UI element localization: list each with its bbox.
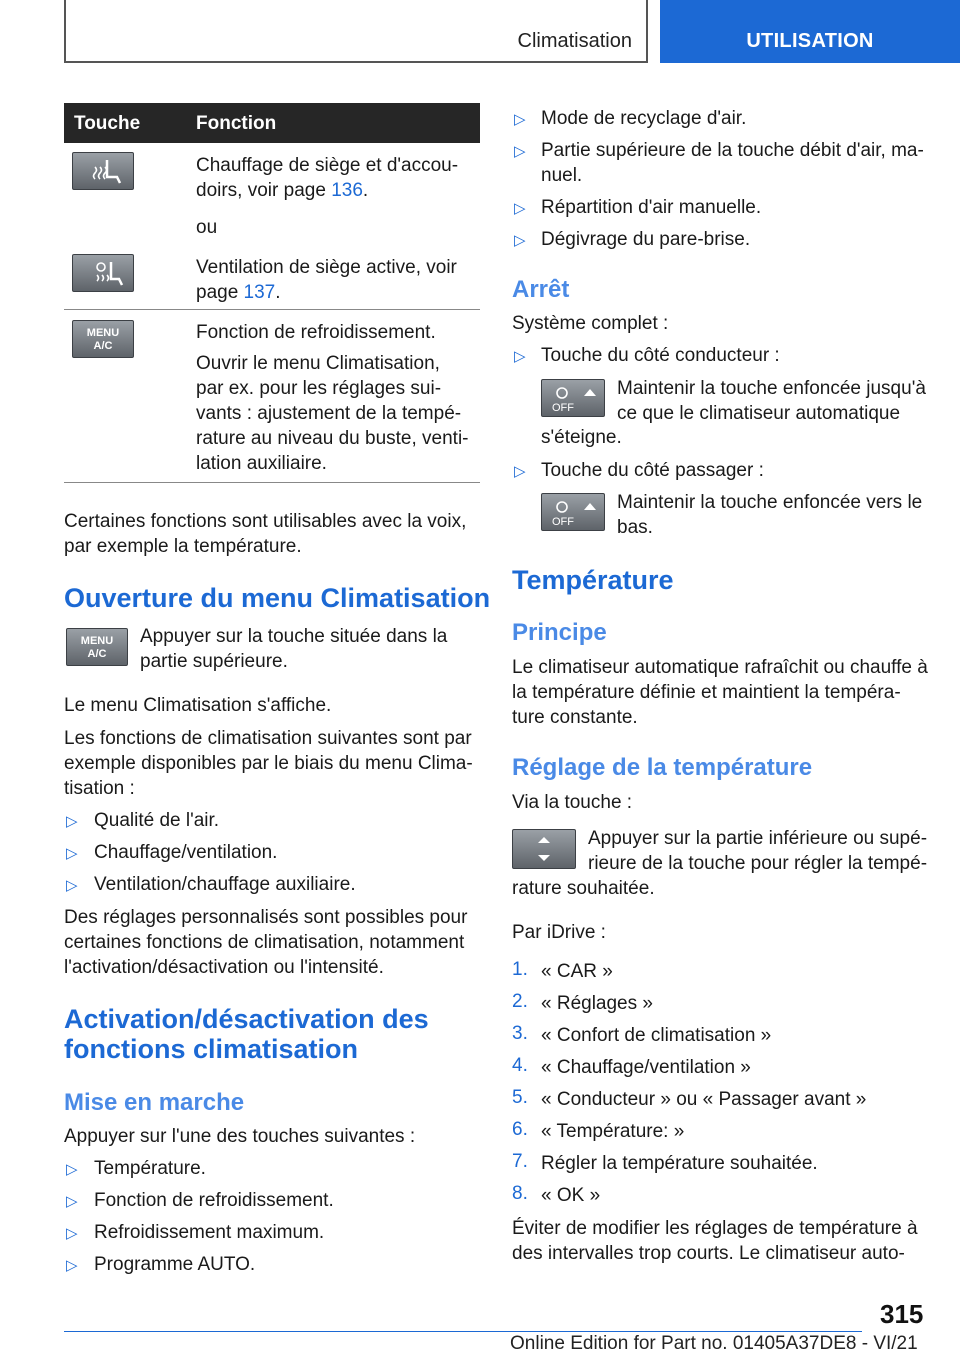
- heading-stop: Arrêt: [512, 276, 570, 303]
- row3-line-5: rature au niveau du buste, venti-: [196, 428, 469, 449]
- section-title: Climatisation: [517, 30, 632, 52]
- fan-off-key-icon: OFF: [541, 493, 605, 531]
- intro-line-2: par exemple la température.: [64, 536, 302, 557]
- row1-or: ou: [196, 217, 218, 238]
- bullet-icon: ▷: [514, 348, 526, 365]
- custom-line-2: certaines fonctions de climatisation, notamment: [64, 932, 465, 953]
- press-key-line-2: partie supérieure.: [140, 651, 288, 672]
- avoid-2: des intervalles trop courts. Le climatiseur auto-: [512, 1243, 905, 1264]
- chapter-tab-label: UTILISATION: [746, 30, 874, 52]
- step-number: 1.: [512, 959, 528, 980]
- step-number: 7.: [512, 1151, 528, 1172]
- top-item: Répartition d'air manuelle.: [541, 197, 762, 218]
- col-header-key: Touche: [74, 113, 141, 134]
- menu-ac-key-icon: MENU A/C: [66, 628, 128, 666]
- via-key: Via la touche :: [512, 792, 633, 813]
- start-item: Programme AUTO.: [94, 1254, 256, 1275]
- step-text: « Conducteur » ou « Passager avant »: [541, 1089, 867, 1110]
- heading-setting: Réglage de la température: [512, 754, 813, 781]
- driver-text-2: ce que le climatiseur automatique: [617, 403, 901, 424]
- function-item: Chauffage/ventilation.: [94, 842, 278, 863]
- bullet-icon: ▷: [514, 200, 526, 217]
- row2-text-a: Ventilation de siège active, voir: [196, 257, 457, 278]
- bullet-icon: ▷: [514, 232, 526, 249]
- row3-line-2: Ouvrir le menu Climatisation,: [196, 353, 440, 374]
- functions-intro-3: tisation :: [64, 778, 135, 799]
- top-item: Partie supérieure de la touche débit d'air, ma-: [541, 140, 924, 161]
- footer-edition: Online Edition for Part no. 01405A37DE8 - VI/21: [510, 1333, 918, 1354]
- heading-open-menu: Ouverture du menu Climatisation: [64, 583, 491, 613]
- functions-intro-2: exemple disponibles par le biais du menu Clima-: [64, 753, 473, 774]
- avoid-1: Éviter de modifier les réglages de température à: [512, 1218, 918, 1239]
- step-number: 4.: [512, 1055, 528, 1076]
- col-header-function: Fonction: [196, 113, 277, 134]
- step-number: 5.: [512, 1087, 528, 1108]
- page-link-136[interactable]: 136: [331, 180, 363, 201]
- row3-line-4: vants : ajustement de la tempé-: [196, 403, 462, 424]
- row3-line-1: Fonction de refroidissement.: [196, 322, 436, 343]
- key-text-3: rature souhaitée.: [512, 878, 655, 899]
- functions-intro-1: Les fonctions de climatisation suivantes sont par: [64, 728, 472, 749]
- function-item: Ventilation/chauffage auxiliaire.: [94, 874, 356, 895]
- step-text: « CAR »: [541, 961, 613, 982]
- chapter-tab[interactable]: [660, 0, 960, 63]
- menu-shown: Le menu Climatisation s'affiche.: [64, 695, 332, 716]
- start-item: Fonction de refroidissement.: [94, 1190, 334, 1211]
- page-number: 315: [880, 1299, 924, 1329]
- heading-activation-1: Activation/désactivation des: [64, 1004, 429, 1034]
- footer-rule: [64, 1331, 862, 1332]
- bullet-icon: ▷: [514, 143, 526, 160]
- step-text: « Confort de climatisation »: [541, 1025, 772, 1046]
- start-intro: Appuyer sur l'une des touches suivantes :: [64, 1126, 416, 1147]
- heading-activation-2: fonctions climatisation: [64, 1034, 359, 1064]
- temperature-updown-key-icon: [512, 829, 576, 869]
- menu-ac-key-icon: MENU A/C: [72, 320, 134, 358]
- key-text-2: rieure de la touche pour régler la tempé-: [588, 853, 928, 874]
- heading-start: Mise en marche: [64, 1089, 245, 1116]
- driver-text-3: s'éteigne.: [541, 427, 622, 448]
- heading-temperature: Température: [512, 565, 674, 595]
- driver-side: Touche du côté conducteur :: [541, 345, 780, 366]
- row3-line-3: par ex. pour les réglages sui-: [196, 378, 442, 399]
- idrive-intro: Par iDrive :: [512, 922, 606, 943]
- row2-text-b: page 137.: [196, 282, 281, 303]
- row1-text-b: doirs, voir page 136.: [196, 180, 369, 201]
- table-row-divider: [64, 309, 480, 310]
- principle-2: la température définie et maintient la tempéra-: [512, 682, 901, 703]
- intro-line-1: Certaines fonctions sont utilisables avec la voix,: [64, 511, 467, 532]
- table-bottom-rule: [64, 482, 480, 483]
- passenger-text-1: Maintenir la touche enfoncée vers le: [617, 492, 923, 513]
- step-text: « Réglages »: [541, 993, 653, 1014]
- stop-intro: Système complet :: [512, 313, 669, 334]
- press-key-line-1: Appuyer sur la touche située dans la: [140, 626, 448, 647]
- top-item: Dégivrage du pare-brise.: [541, 229, 751, 250]
- driver-text-1: Maintenir la touche enfoncée jusqu'à: [617, 378, 926, 399]
- step-number: 6.: [512, 1119, 528, 1140]
- start-item: Refroidissement maximum.: [94, 1222, 325, 1243]
- row1-text-a: Chauffage de siège et d'accou-: [196, 155, 459, 176]
- key-text-1: Appuyer sur la partie inférieure ou supé-: [588, 828, 928, 849]
- bullet-icon: ▷: [66, 877, 78, 894]
- custom-line-3: l'activation/désactivation ou l'intensité.: [64, 957, 384, 978]
- table-header: [64, 103, 480, 143]
- passenger-side: Touche du côté passager :: [541, 460, 764, 481]
- bullet-icon: ▷: [66, 1257, 78, 1274]
- bullet-icon: ▷: [66, 845, 78, 862]
- step-text: « Température: »: [541, 1121, 685, 1142]
- step-text: Régler la température souhaitée.: [541, 1153, 818, 1174]
- heading-principle: Principe: [512, 619, 607, 646]
- seat-heating-key-icon: [72, 152, 134, 190]
- step-text: « OK »: [541, 1185, 601, 1206]
- bullet-icon: ▷: [514, 463, 526, 480]
- bullet-icon: ▷: [66, 1161, 78, 1178]
- top-item-cont: nuel.: [541, 165, 583, 186]
- step-text: « Chauffage/ventilation »: [541, 1057, 751, 1078]
- top-item: Mode de recyclage d'air.: [541, 108, 747, 129]
- bullet-icon: ▷: [514, 111, 526, 128]
- seat-ventilation-key-icon: [72, 254, 134, 292]
- page-link-137[interactable]: 137: [243, 282, 276, 303]
- bullet-icon: ▷: [66, 813, 78, 830]
- custom-line-1: Des réglages personnalisés sont possibles pour: [64, 907, 468, 928]
- step-number: 8.: [512, 1183, 528, 1204]
- start-item: Température.: [94, 1158, 206, 1179]
- principle-1: Le climatiseur automatique rafraîchit ou chauffe à: [512, 657, 928, 678]
- header-frame: [64, 0, 648, 63]
- fan-off-key-icon: OFF: [541, 379, 605, 417]
- row3-line-6: lation auxiliaire.: [196, 453, 327, 474]
- step-number: 2.: [512, 991, 528, 1012]
- bullet-icon: ▷: [66, 1193, 78, 1210]
- step-number: 3.: [512, 1023, 528, 1044]
- passenger-text-2: bas.: [617, 517, 653, 538]
- function-item: Qualité de l'air.: [94, 810, 220, 831]
- principle-3: ture constante.: [512, 707, 638, 728]
- bullet-icon: ▷: [66, 1225, 78, 1242]
